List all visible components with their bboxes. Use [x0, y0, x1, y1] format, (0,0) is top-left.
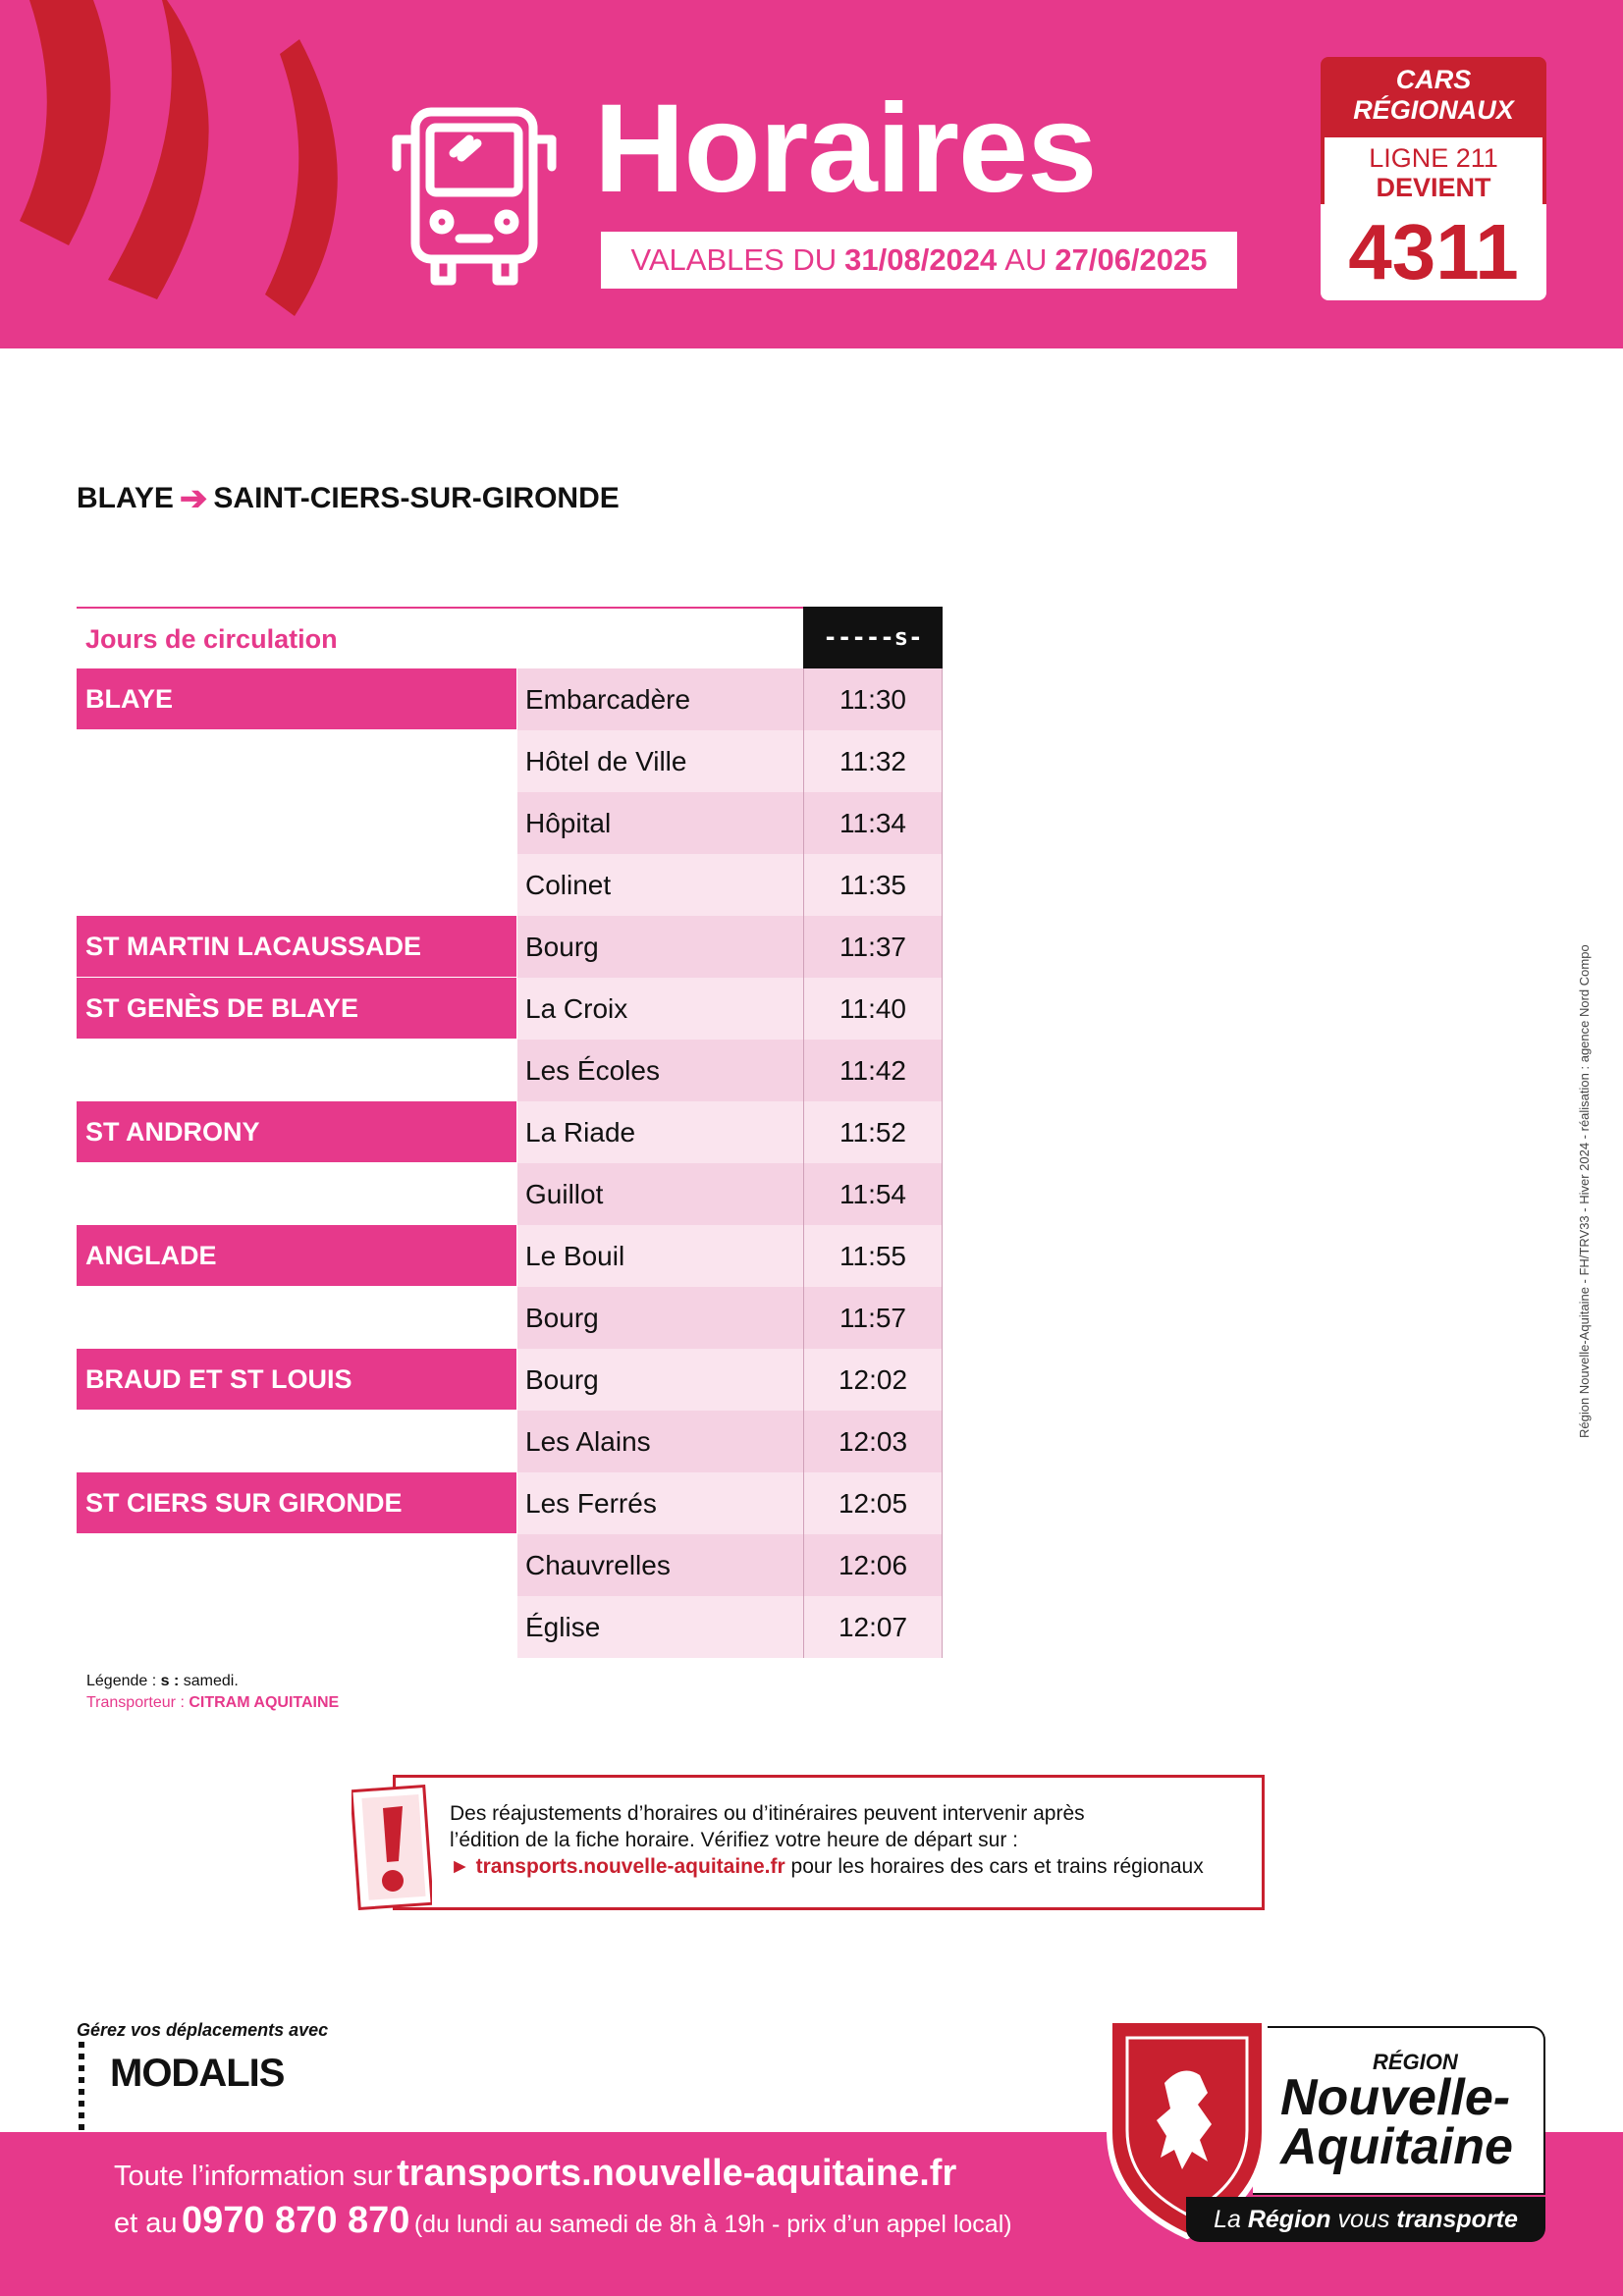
table-row — [77, 1349, 943, 1411]
commune-cell: ST CIERS SUR GIRONDE — [77, 1472, 516, 1533]
footer-phone-prefix: et au — [114, 2208, 178, 2239]
time-cell: 11:30 — [803, 668, 943, 730]
badge-devient: DEVIENT — [1376, 173, 1491, 202]
time-cell: 12:05 — [803, 1472, 943, 1534]
time-cell: 11:37 — [803, 916, 943, 978]
footer-info-prefix: Toute l’information sur — [114, 2161, 393, 2192]
stop-cell: La Croix — [517, 978, 803, 1040]
time-cell: 11:52 — [803, 1101, 943, 1163]
commune-cell: BRAUD ET ST LOUIS — [77, 1349, 516, 1410]
stop-cell: Guillot — [517, 1163, 803, 1225]
notice-link[interactable]: ► transports.nouvelle-aquitaine.fr — [450, 1855, 785, 1878]
notice-text — [450, 1800, 1255, 1880]
time-cell: 11:55 — [803, 1225, 943, 1287]
stop-cell: Embarcadère — [517, 668, 803, 730]
legend — [86, 1671, 339, 1714]
slogan-mid: vous — [1337, 2206, 1390, 2233]
modalis-logo: MODALIS — [110, 2052, 285, 2095]
table-row — [77, 668, 943, 730]
stop-cell: Bourg — [517, 1349, 803, 1411]
stop-cell: Hôpital — [517, 792, 803, 854]
chevron-decoration — [0, 0, 373, 334]
notice-line3-rest: pour les horaires des cars et trains régionaux — [790, 1855, 1204, 1878]
warning-icon — [352, 1785, 432, 1910]
validity-banner — [601, 232, 1237, 289]
stop-cell: Église — [517, 1596, 803, 1658]
time-cell: 11:54 — [803, 1163, 943, 1225]
table-row — [77, 916, 943, 978]
time-cell: 11:34 — [803, 792, 943, 854]
time-cell: 12:02 — [803, 1349, 943, 1411]
route-from: BLAYE — [77, 482, 174, 514]
notice-line1: Des réajustements d’horaires ou d’itinéraires peuvent intervenir après — [450, 1802, 1085, 1825]
jours-label: Jours de circulation — [85, 624, 338, 654]
stop-cell: Les Ferrés — [517, 1472, 803, 1534]
time-cell: 12:03 — [803, 1411, 943, 1472]
time-cell: 11:42 — [803, 1040, 943, 1101]
stop-cell: La Riade — [517, 1101, 803, 1163]
stop-cell: Les Écoles — [517, 1040, 803, 1101]
footer-phone-number[interactable]: 0970 870 870 — [181, 2200, 410, 2241]
validity-mid: AU — [1004, 242, 1048, 277]
stop-cell: Le Bouil — [517, 1225, 803, 1287]
commune-cell: ST GENÈS DE BLAYE — [77, 978, 516, 1039]
stop-cell: Bourg — [517, 1287, 803, 1349]
legend-code: s : — [160, 1673, 180, 1689]
time-cell: 11:40 — [803, 978, 943, 1040]
time-cell: 11:32 — [803, 730, 943, 792]
footer-info-line2 — [114, 2201, 1012, 2248]
side-credit: Région Nouvelle-Aquitaine - FH/TRV33 - Hiver 2024 - réalisation : agence Nord Compo — [1577, 944, 1592, 1438]
route-title — [77, 479, 620, 518]
table-row — [77, 854, 943, 916]
page-title: Horaires — [594, 79, 1097, 219]
time-cell: 11:57 — [803, 1287, 943, 1349]
legend-label: Légende : — [86, 1673, 157, 1689]
bus-icon — [391, 106, 558, 289]
notice-line3 — [450, 1853, 1255, 1880]
validity-end-date: 27/06/2025 — [1055, 242, 1208, 277]
footer-info — [114, 2154, 1012, 2248]
arrow-right-icon: ➔ — [179, 480, 208, 517]
jours-row — [77, 607, 803, 668]
commune-cell: ST ANDRONY — [77, 1101, 516, 1162]
line-badge — [1321, 57, 1546, 300]
region-name-line2: Aquitaine — [1280, 2118, 1513, 2175]
table-row — [77, 1411, 943, 1472]
stop-cell: Les Alains — [517, 1411, 803, 1472]
carrier-name: CITRAM AQUITAINE — [189, 1694, 340, 1711]
table-row — [77, 1163, 943, 1225]
table-row — [77, 978, 943, 1040]
footer-phone-hours: (du lundi au samedi de 8h à 19h - prix d’un appel local) — [413, 2211, 1012, 2238]
stop-cell: Chauvrelles — [517, 1534, 803, 1596]
carrier-label: Transporteur : — [86, 1694, 185, 1711]
time-cell: 12:06 — [803, 1534, 943, 1596]
badge-line-number: 4311 — [1321, 204, 1546, 300]
modalis-intro: Gérez vos déplacements avec — [77, 2020, 329, 2040]
stop-cell: Bourg — [517, 916, 803, 978]
table-row — [77, 1040, 943, 1101]
commune-cell: ANGLADE — [77, 1225, 516, 1286]
region-name-line1: Nouvelle- — [1280, 2069, 1511, 2126]
legend-meaning: samedi. — [183, 1673, 239, 1689]
footer-info-line1 — [114, 2154, 1012, 2201]
table-row — [77, 1101, 943, 1163]
badge-header — [1321, 57, 1546, 137]
stop-cell: Colinet — [517, 854, 803, 916]
slogan-end: transporte — [1396, 2206, 1518, 2233]
carrier-line — [86, 1692, 339, 1714]
table-row — [77, 1472, 943, 1534]
badge-middle — [1321, 137, 1546, 206]
jours-code: -----s- — [803, 607, 943, 668]
badge-top-line2: RÉGIONAUX — [1353, 95, 1514, 125]
legend-line — [86, 1671, 339, 1692]
table-row — [77, 1596, 943, 1658]
route-to: SAINT-CIERS-SUR-GIRONDE — [213, 482, 620, 514]
slogan-pre: La — [1214, 2206, 1241, 2233]
table-row — [77, 730, 943, 792]
table-row — [77, 792, 943, 854]
table-row — [77, 1225, 943, 1287]
footer-info-url[interactable]: transports.nouvelle-aquitaine.fr — [397, 2153, 957, 2194]
commune-cell: BLAYE — [77, 668, 516, 729]
time-cell: 11:35 — [803, 854, 943, 916]
validity-start-date: 31/08/2024 — [844, 242, 998, 277]
header-banner — [0, 0, 1623, 348]
notice-line2: l’édition de la fiche horaire. Vérifiez votre heure de départ sur : — [450, 1829, 1018, 1851]
time-cell: 12:07 — [803, 1596, 943, 1658]
commune-cell: ST MARTIN LACAUSSADE — [77, 916, 516, 977]
region-name — [1280, 2069, 1513, 2175]
badge-old-line: LIGNE 211 — [1369, 143, 1498, 173]
table-row — [77, 1534, 943, 1596]
stop-cell: Hôtel de Ville — [517, 730, 803, 792]
validity-prefix: VALABLES DU — [630, 242, 838, 277]
slogan-bold: Région — [1247, 2206, 1331, 2233]
region-slogan — [1186, 2197, 1545, 2242]
badge-top-line1: CARS — [1395, 65, 1472, 94]
table-row — [77, 1287, 943, 1349]
region-label: RÉGION — [1373, 2050, 1458, 2074]
